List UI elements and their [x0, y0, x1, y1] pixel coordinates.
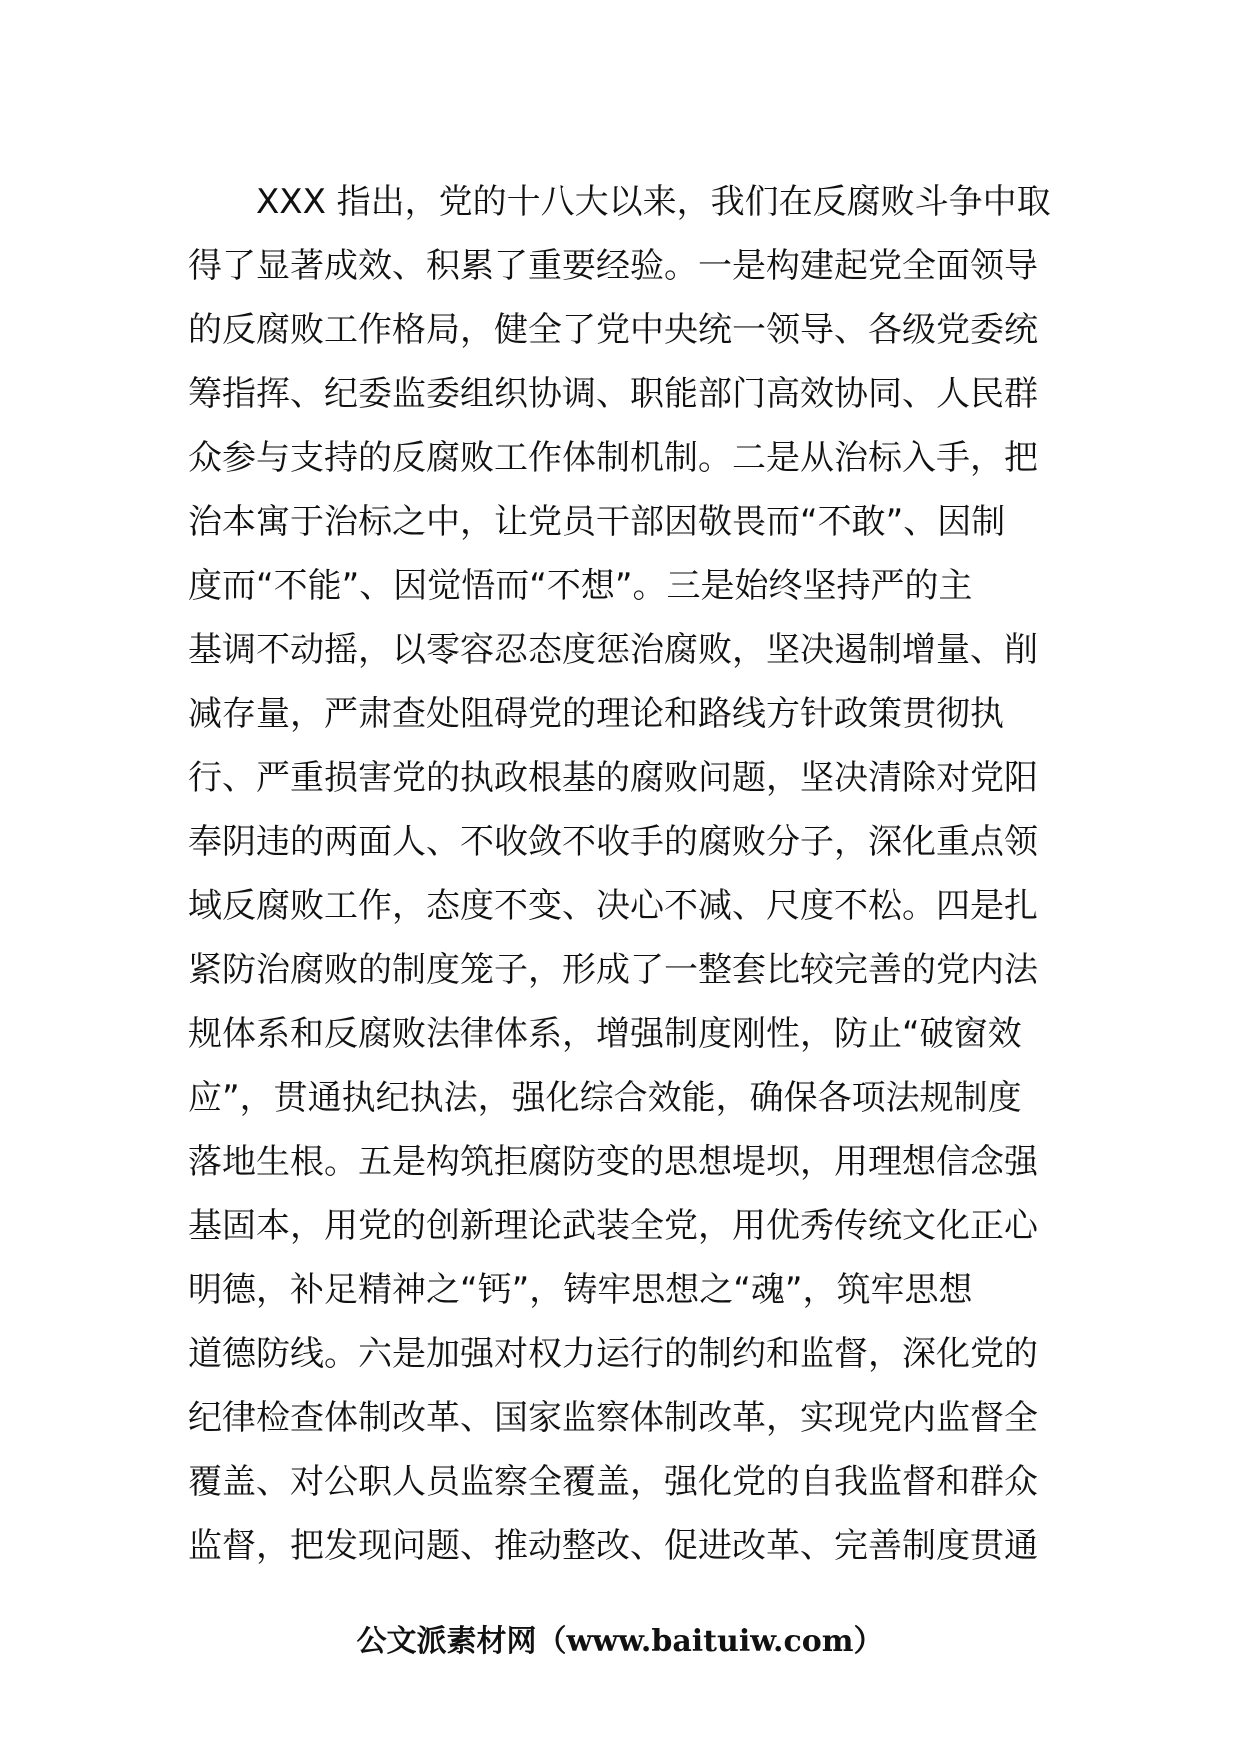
text-line-22: 监督，把发现问题、推动整改、促进改革、完善制度贯通	[188, 1526, 1038, 1566]
text-line-5: 众参与支持的反腐败工作体制机制。二是从治标入手，把	[188, 438, 1038, 478]
text-line-13: 紧防治腐败的制度笼子，形成了一整套比较完善的党内法	[188, 950, 1038, 990]
text-line-14: 规体系和反腐败法律体系，增强制度刚性，防止“破窗效	[188, 1014, 1022, 1054]
text-line-9: 减存量，严肃查处阻碍党的理论和路线方针政策贯彻执	[188, 694, 1004, 734]
text-line-12: 域反腐败工作，态度不变、决心不减、尺度不松。四是扎	[188, 886, 1038, 926]
text-line-4: 筹指挥、纪委监委组织协调、职能部门高效协同、人民群	[188, 374, 1038, 414]
text-line-10: 行、严重损害党的执政根基的腐败问题，坚决清除对党阳	[188, 758, 1038, 798]
text-line-6: 治本寓于治标之中，让党员干部因敬畏而“不敢”、因制	[188, 502, 1006, 542]
text-line-8: 基调不动摇，以零容忍态度惩治腐败，坚决遏制增量、削	[188, 630, 1038, 670]
text-line-15: 应”，贯通执纪执法，强化综合效能，确保各项法规制度	[188, 1078, 1022, 1118]
text-line-2: 得了显著成效、积累了重要经验。一是构建起党全面领导	[188, 246, 1038, 286]
text-line-17: 基固本，用党的创新理论武装全党，用优秀传统文化正心	[188, 1206, 1038, 1246]
text-line-11: 奉阴违的两面人、不收敛不收手的腐败分子，深化重点领	[188, 822, 1038, 862]
text-line-16: 落地生根。五是构筑拒腐防变的思想堤坝，用理想信念强	[188, 1142, 1038, 1182]
text-line-21: 覆盖、对公职人员监察全覆盖，强化党的自我监督和群众	[188, 1462, 1038, 1502]
text-line-18: 明德，补足精神之“钙”，铸牢思想之“魂”，筑牢思想	[188, 1270, 973, 1310]
text-line-7: 度而“不能”、因觉悟而“不想”。三是始终坚持严的主	[188, 566, 973, 606]
text-line-20: 纪律检查体制改革、国家监察体制改革，实现党内监督全	[188, 1398, 1038, 1438]
text-line-1: XXX 指出，党的十八大以来，我们在反腐败斗争中取	[256, 182, 1051, 222]
text-line-19: 道德防线。六是加强对权力运行的制约和监督，深化党的	[188, 1334, 1038, 1374]
body-paragraph	[188, 170, 1062, 1578]
text-line-3: 的反腐败工作格局，健全了党中央统一领导、各级党委统	[188, 310, 1038, 350]
footer-watermark-text: 公文派素材网（www.baituiw.com）	[356, 1624, 884, 1659]
